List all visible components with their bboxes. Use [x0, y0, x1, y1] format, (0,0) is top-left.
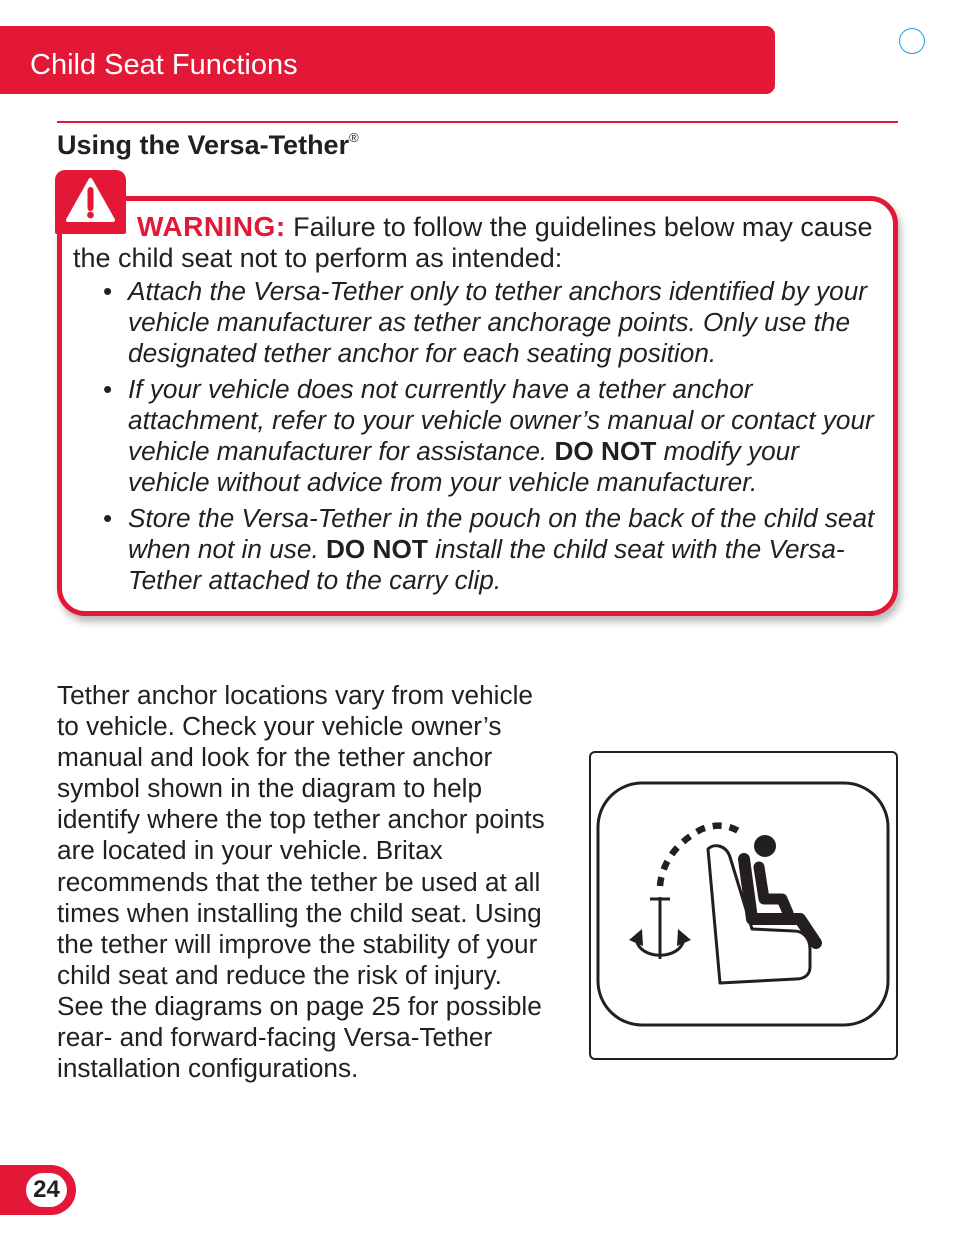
body-paragraph	[57, 680, 877, 1109]
bullet-text: If your vehicle does not currently have a tether anchor attachment, refer to your vehicle owner’s manual or contact your vehicle manufacturer for assistance.	[128, 374, 874, 466]
body-paragraph-text: Tether anchor locations vary from vehicle to vehicle. Check your vehicle owner’s manual and look for the tether anchor symbol shown in the diagram to help identify where the top tether anchor points are located in your vehicle. Britax recommends that the tether be used at all times when installing the child seat. Using the tether will improve the stability of your child seat and reduce the risk of injury. See the diagrams on page 25 for possible rear- and forward-facing Versa-Tether installation configurations.	[57, 680, 545, 1084]
section-title-text: Using the Versa-Tether	[57, 130, 350, 160]
bullet-text: install the child seat with the Versa-Tether attached to the carry clip.	[128, 534, 845, 595]
bullet-text: Store the Versa-Tether in the pouch on the back of the child seat when not in use.	[128, 503, 875, 564]
circle-marker-icon	[899, 28, 925, 54]
warning-lead-text: Failure to follow the guidelines below may cause the child seat not to perform as intended:	[73, 212, 873, 273]
bullet-emphasis: DO NOT	[554, 436, 657, 466]
warning-bullet	[103, 503, 883, 596]
warning-bullet	[103, 276, 883, 369]
bullet-emphasis: DO NOT	[326, 534, 428, 564]
registered-mark: ®	[349, 130, 359, 145]
bullet-text: Attach the Versa-Tether only to tether anchors identified by your vehicle manufacturer as tether anchorage points. Only use the designated tether anchor for each seating position.	[128, 276, 868, 368]
page-number: 24	[26, 1173, 67, 1207]
section-title	[57, 121, 359, 162]
bullet-text: modify your vehicle without advice from your vehicle manufacturer.	[128, 436, 799, 497]
page-header-title: Child Seat Functions	[30, 49, 298, 81]
diagram-space	[547, 751, 877, 1109]
warning-lead	[73, 211, 888, 274]
warning-bullet	[103, 374, 883, 498]
warning-bullet-list	[103, 276, 883, 601]
warning-label: WARNING:	[137, 211, 286, 242]
